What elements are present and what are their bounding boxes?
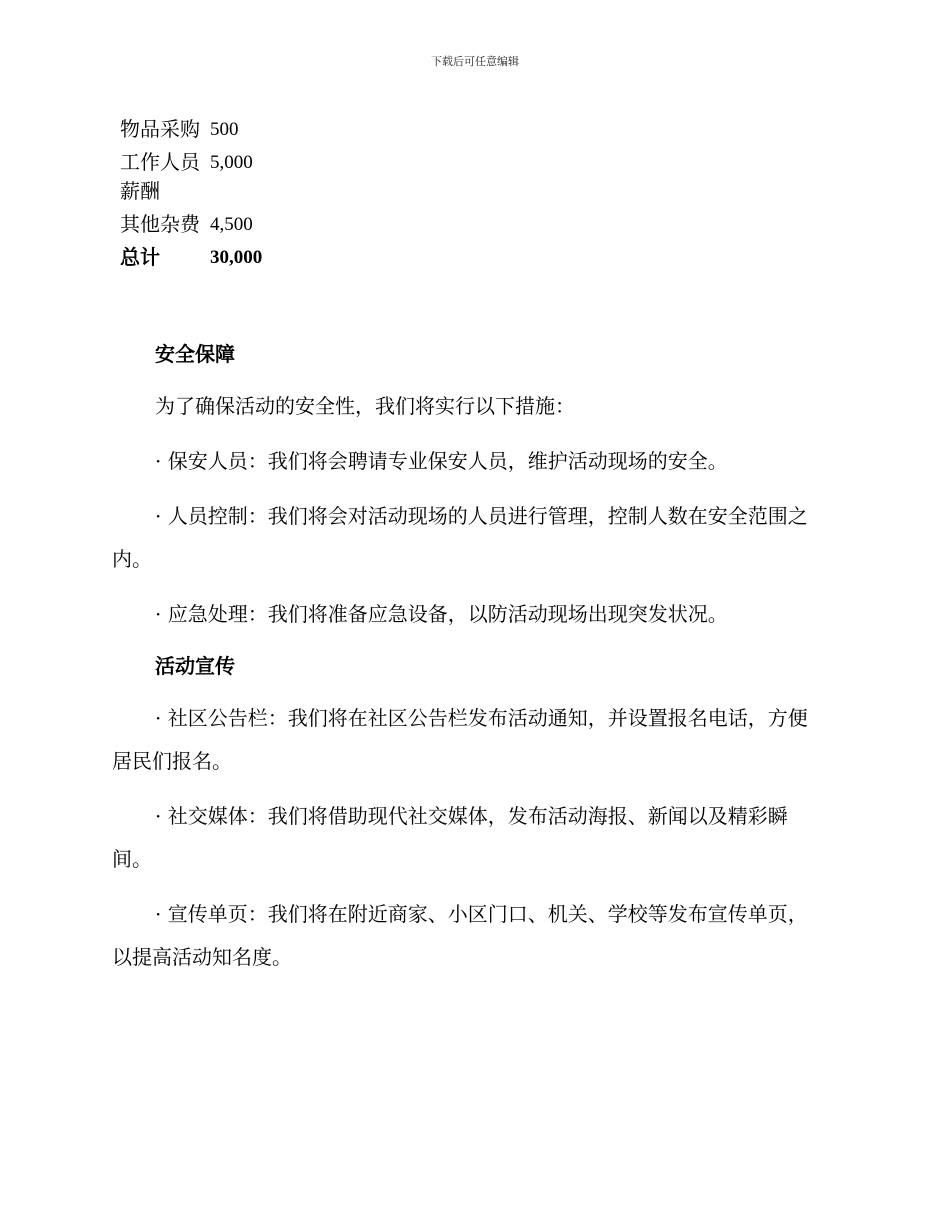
safety-item: · 应急处理：我们将准备应急设备，以防活动现场出现突发状况。 bbox=[155, 602, 728, 626]
budget-row bbox=[120, 210, 262, 243]
budget-amount: 4,500 bbox=[210, 214, 253, 235]
budget-amount: 500 bbox=[210, 119, 239, 140]
promotion-item: · 社交媒体：我们将借助现代社交媒体，发布活动海报、新闻以及精彩瞬间。 bbox=[112, 804, 788, 871]
budget-table bbox=[120, 115, 262, 272]
budget-total-amount: 30,000 bbox=[210, 247, 263, 268]
budget-total-row bbox=[120, 243, 262, 272]
budget-row bbox=[120, 115, 262, 148]
budget-total-label: 总计 bbox=[120, 245, 160, 269]
page-header-note: 下载后可任意编辑 bbox=[431, 55, 519, 68]
section-heading-promotion: 活动宣传 bbox=[155, 654, 235, 678]
safety-intro: 为了确保活动的安全性，我们将实行以下措施： bbox=[155, 394, 575, 418]
budget-amount: 5,000 bbox=[210, 152, 253, 173]
budget-row bbox=[120, 148, 262, 210]
promotion-item: · 宣传单页：我们将在附近商家、小区门口、机关、学校等发布宣传单页，以提高活动知名度。 bbox=[112, 902, 808, 969]
budget-item: 其他杂费 bbox=[120, 212, 200, 236]
budget-item: 物品采购 bbox=[120, 117, 200, 141]
budget-item: 工作人员薪酬 bbox=[120, 150, 200, 203]
safety-item: · 保安人员：我们将会聘请专业保安人员，维护活动现场的安全。 bbox=[155, 449, 728, 473]
safety-item: · 人员控制：我们将会对活动现场的人员进行管理，控制人数在安全范围之内。 bbox=[112, 504, 808, 571]
promotion-item: · 社区公告栏：我们将在社区公告栏发布活动通知，并设置报名电话，方便居民们报名。 bbox=[112, 706, 808, 773]
section-heading-safety: 安全保障 bbox=[155, 342, 235, 366]
document-body bbox=[112, 340, 824, 979]
